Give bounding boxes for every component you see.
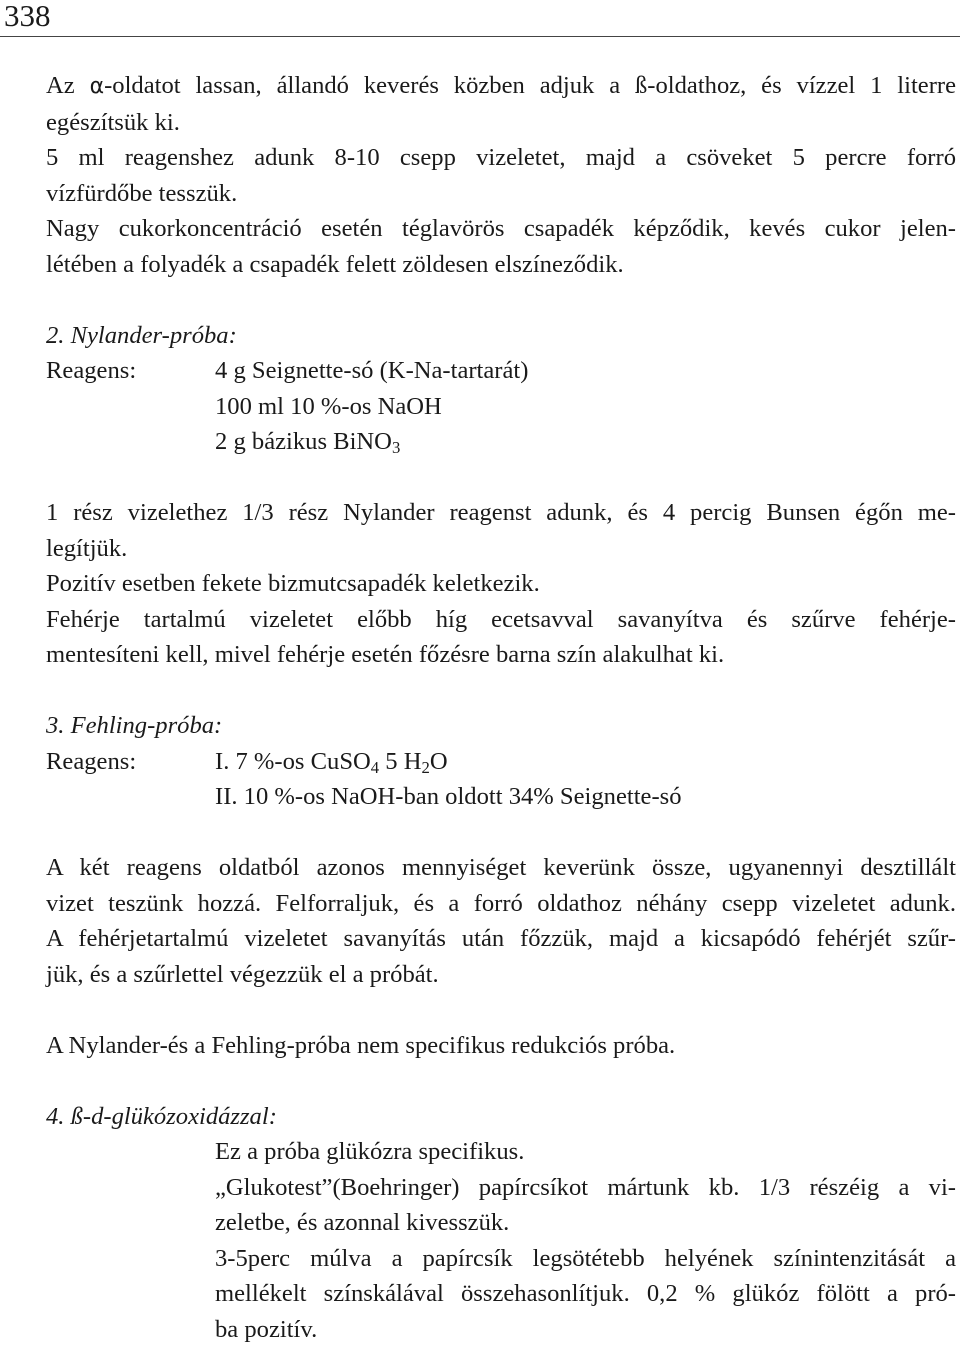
spacer <box>46 815 956 851</box>
alpha-p1-line1: Az α-oldatot lassan, állandó keverés közben adjuk a ß-oldathoz, és vízzel 1 literre <box>46 68 956 105</box>
fehling-p1-line2: vizet teszünk hozzá. Felforraljuk, és a forró oldathoz néhány csepp vizeletet adunk. <box>46 886 956 922</box>
alpha-p1-line2: egészítsük ki. <box>46 105 956 141</box>
fehling-p3: A Nylander-és a Fehling-próba nem specifikus redukciós próba. <box>46 1028 956 1064</box>
fehling-reagent-row <box>46 744 956 780</box>
fehling-heading: 3. Fehling-próba: <box>46 708 956 744</box>
nylander-reagent-2: 100 ml 10 %-os NaOH <box>46 389 956 425</box>
fehling-p2-line1: A fehérjetartalmú vizeletet savanyítás után főzzük, majd a kicsapódó fehérjét szűr- <box>46 921 956 957</box>
nylander-reagent-row <box>46 353 956 389</box>
fehling-p2-line2: jük, és a szűrlettel végezzük el a próbát. <box>46 957 956 993</box>
nylander-heading: 2. Nylander-próba: <box>46 318 956 354</box>
header-rule <box>0 36 960 37</box>
nylander-reagent-1: 4 g Seignette-só (K-Na-tartarát) <box>215 353 528 389</box>
glucose-oxidase-line-2: „Glukotest”(Boehringer) papírcsíkot mártunk kb. 1/3 részéig a vi- <box>46 1170 956 1206</box>
nylander-p3-line2: mentesíteni kell, mivel fehérje esetén főzésre barna szín alakulhat ki. <box>46 637 956 673</box>
alpha-p3-line1: Nagy cukorkoncentráció esetén téglavörös csapadék képződik, kevés cukor jelen- <box>46 211 956 247</box>
glucose-oxidase-line-3: zeletbe, és azonnal kivesszük. <box>46 1205 956 1241</box>
glucose-oxidase-heading: 4. ß-d-glükózoxidázzal: <box>46 1099 956 1135</box>
nylander-p1-line2: legítjük. <box>46 531 956 567</box>
nylander-reagent-3: 2 g bázikus BiNO$_3$ <box>46 424 956 460</box>
glucose-oxidase-line-4: 3-5perc múlva a papírcsík legsötétebb helyének színintenzitását a <box>46 1241 956 1277</box>
page-number: 338 <box>4 0 51 36</box>
alpha-p2-line2: vízfürdőbe tesszük. <box>46 176 956 212</box>
glucose-oxidase-line-5: mellékelt színskálával összehasonlítjuk. 0,2 % glükóz fölött a pró- <box>46 1276 956 1312</box>
spacer <box>46 282 956 318</box>
fehling-reagent-2: II. 10 %-os NaOH-ban oldott 34% Seignette-só <box>46 779 956 815</box>
document-body <box>46 68 956 1347</box>
nylander-p1-line1: 1 rész vizelethez 1/3 rész Nylander reagenst adunk, és 4 percig Bunsen égőn me- <box>46 495 956 531</box>
glucose-oxidase-line-1: Ez a próba glükózra specifikus. <box>46 1134 956 1170</box>
nylander-reagent-label: Reagens: <box>46 353 215 389</box>
spacer <box>46 460 956 496</box>
spacer <box>46 673 956 709</box>
glucose-oxidase-line-6: ba pozitív. <box>46 1312 956 1347</box>
alpha-p2-line1: 5 ml reagenshez adunk 8-10 csepp vizeletet, majd a csöveket 5 percre forró <box>46 140 956 176</box>
fehling-reagent-label: Reagens: <box>46 744 215 780</box>
fehling-reagent-1: I. 7 %-os CuSO$_4$ 5 $H_2O$ <box>215 744 448 780</box>
alpha-p3-line2: létében a folyadék a csapadék felett zöldesen elszíneződik. <box>46 247 956 283</box>
fehling-p1-line1: A két reagens oldatból azonos mennyiséget keverünk össze, ugyanennyi desztillált <box>46 850 956 886</box>
alpha-symbol: α <box>90 74 105 99</box>
spacer <box>46 1063 956 1099</box>
nylander-p2: Pozitív esetben fekete bizmutcsapadék keletkezik. <box>46 566 956 602</box>
nylander-p3-line1: Fehérje tartalmú vizeletet előbb híg ecetsavval savanyítva és szűrve fehérje- <box>46 602 956 638</box>
spacer <box>46 992 956 1028</box>
